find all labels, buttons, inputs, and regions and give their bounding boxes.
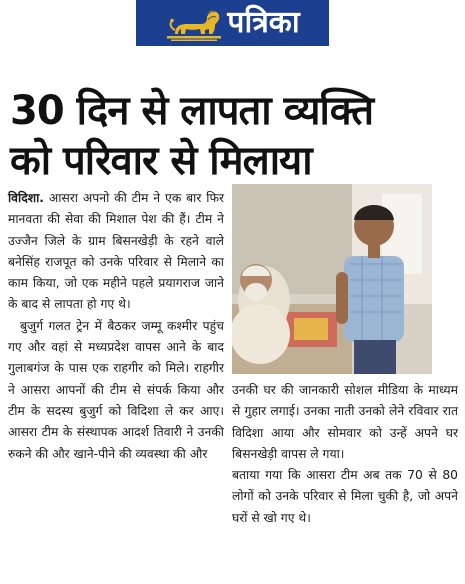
paragraph-1: [8, 188, 224, 316]
masthead-brand: पत्रिका: [227, 5, 300, 40]
masthead: [136, 0, 329, 46]
headline: [10, 86, 460, 186]
dateline: विदिशा.: [8, 191, 44, 205]
paragraph-1-text: आसरा अपनो की टीम ने एक बार फिर मानवता की सेवा की मिशाल पेश की हैं। टीम ने उज्जैन जिले के ग्राम बिसनखेड़ी के रहने वाले बनेसिंह राजपूत को उनके परिवार से मिलाने का काम किया, जो एक महीने पहले प्रयागराज जाने के बाद से लापता हो गए थे।: [8, 191, 224, 312]
lion-icon: [165, 3, 223, 43]
article-column-right: [232, 380, 458, 529]
headline-line-2: को परिवार से मिलाया: [10, 138, 312, 184]
paragraph-4: बताया गया कि आसरा टीम अब तक 70 से 80 लोगों को उनके परिवार से मिला चुकी है, जो अपने घरों से खो गए थे।: [232, 468, 458, 525]
photo-illustration: [232, 184, 432, 374]
article-photo: [232, 184, 432, 374]
paragraph-3: उनकी घर की जानकारी सोशल मीडिया के माध्यम से गुहार लगाई। उनका नाती उनको लेने रविवार रात विदिशा आया और सोमवार को उन्हें अपने घर बिसनखेड़ी वापस ले गया।: [232, 383, 458, 461]
article-column-left: [8, 188, 224, 465]
paragraph-2: बुजुर्ग गलत ट्रेन में बैठकर जम्मू कश्मीर पहुंच गए और वहां से मध्यप्रदेश वापस आने के बाद गुलाबगंज के पास एक राहगीर को मिले। राहगीर ने आसरा आपनों की टीम से संपर्क किया और टीम के सदस्य बुजुर्ग को विदिशा ले कर आए। आसरा टीम के संस्थापक आदर्श तिवारी ने उनकी रुकने की और खाने-पीने की व्यवस्था की और: [8, 318, 224, 461]
headline-line-1: 30 दिन से लापता व्यक्ति: [10, 88, 374, 134]
